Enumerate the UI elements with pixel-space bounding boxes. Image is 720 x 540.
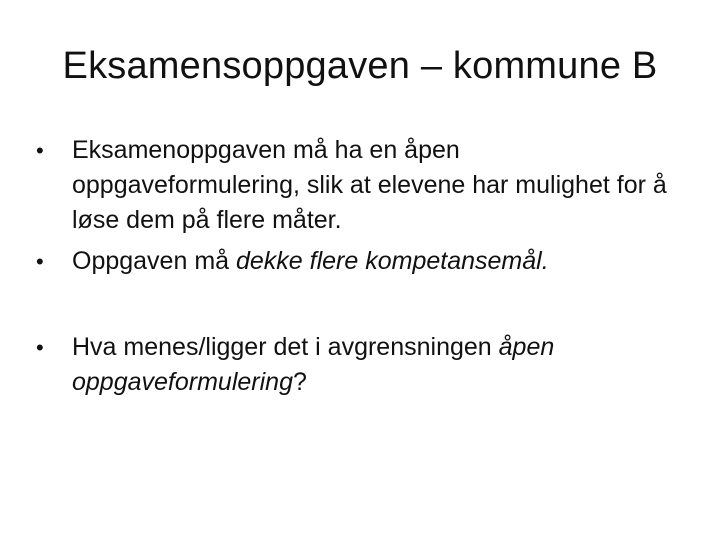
bullet-text: Oppgaven må <box>72 247 236 275</box>
bullet-dot-icon: • <box>36 335 44 360</box>
slide-title: Eksamensoppgaven – kommune B <box>62 45 658 87</box>
bullet-dot-icon: • <box>36 138 44 163</box>
bullet-item <box>36 244 676 279</box>
bullet-list <box>36 133 676 400</box>
bullet-emphasis: åpen oppgaveformulering <box>72 333 555 396</box>
bullet-item <box>36 330 676 400</box>
bullet-text: Eksamenoppgaven må ha en åpen oppgaveformulering, slik at elevene har mulighet for å løse dem på flere måter. <box>72 136 667 234</box>
bullet-suffix: ? <box>292 368 307 396</box>
bullet-emphasis: dekke flere kompetansemål. <box>236 247 549 275</box>
bullet-dot-icon: • <box>36 249 44 274</box>
bullet-text: Hva menes/ligger det i avgrensningen <box>72 333 499 361</box>
bullet-item <box>36 133 676 238</box>
